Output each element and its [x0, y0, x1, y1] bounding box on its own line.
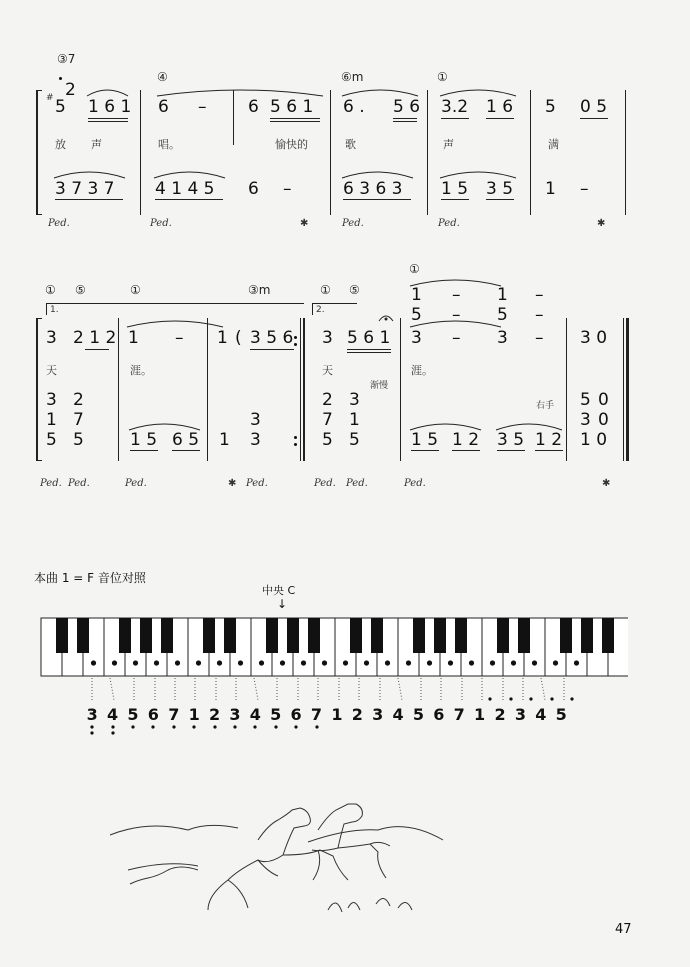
horses-illustration: [108, 800, 448, 930]
melody-note: 2 1 2: [73, 328, 117, 348]
black-key: [455, 618, 467, 653]
black-key: [203, 618, 215, 653]
bass-chord-note: 5: [580, 390, 591, 410]
chord-mark: ①: [320, 283, 331, 297]
key-number: 6: [147, 705, 159, 724]
black-key: [434, 618, 446, 653]
pedal-mark: Ped.: [438, 218, 460, 229]
melody-note: 3.2: [441, 97, 469, 117]
upper-note: 5: [411, 305, 422, 325]
volta-2: [312, 303, 357, 304]
volta-1: [46, 303, 304, 304]
bass-note: 1 5: [441, 179, 469, 199]
barline: [566, 318, 567, 461]
key-marker-dot: [301, 660, 306, 665]
key-marker-dot: [469, 660, 474, 665]
lyric: 天: [322, 364, 333, 377]
chord-mark: ①: [409, 262, 420, 276]
pedal-release-mark: ✱: [602, 478, 611, 489]
key-marker-dot: [574, 660, 579, 665]
melody-note: –: [535, 328, 544, 348]
key-number: 2: [351, 705, 363, 724]
key-marker-dot: [532, 660, 537, 665]
key-number: 4: [535, 705, 547, 724]
pedal-release-mark: ✱: [597, 218, 606, 229]
page-number: 47: [615, 922, 632, 937]
key-marker-dot: [553, 660, 558, 665]
pedal-release-mark: ✱: [300, 218, 309, 229]
black-key: [518, 618, 530, 653]
barline: [300, 318, 301, 461]
melody-note: 0 5: [580, 97, 608, 117]
barline: [233, 90, 234, 145]
top-pickup-note: 2: [65, 80, 76, 100]
chord-mark: ①: [437, 70, 448, 84]
melody-note: 6: [158, 97, 169, 117]
black-key: [371, 618, 383, 653]
black-key: [308, 618, 320, 653]
bass-note: 3 5: [486, 179, 514, 199]
black-key: [602, 618, 614, 653]
key-sharp: #: [46, 93, 54, 103]
lyric: 放: [55, 138, 66, 151]
melody-note: 6 .: [343, 97, 365, 117]
key-marker-dot: [364, 660, 369, 665]
bass-chord-note: 5: [322, 430, 333, 450]
key-marker-dot: [511, 660, 516, 665]
pedal-mark: Ped.: [404, 478, 426, 489]
bass-note: 1 2: [452, 430, 480, 450]
system-bracket: [36, 318, 38, 461]
key-marker-dot: [196, 660, 201, 665]
repeat-barline: [303, 318, 305, 461]
right-hand-mark: 右手: [536, 401, 555, 411]
key-number: 6: [433, 705, 445, 724]
bass-note: –: [283, 179, 292, 199]
bass-note: 3 7 3 7: [55, 179, 115, 199]
slur: [408, 276, 503, 288]
bass-note: 1 5: [411, 430, 439, 450]
barline: [207, 318, 208, 461]
barline: [427, 90, 428, 215]
barline: [330, 90, 331, 215]
bass-chord-note: 0: [598, 390, 609, 410]
bass-note: 4 1 4 5: [155, 179, 215, 199]
black-key: [224, 618, 236, 653]
melody-note: 5 6 1: [270, 97, 314, 117]
barline: [118, 318, 119, 461]
pedal-mark: Ped.: [346, 478, 368, 489]
chord-mark: ①: [130, 283, 141, 297]
slur: [340, 168, 415, 180]
bass-chord-note: 7: [73, 410, 84, 430]
slur: [125, 317, 225, 329]
key-marker-dot: [343, 660, 348, 665]
key-number: 2: [494, 705, 506, 724]
key-number: 5: [127, 705, 139, 724]
key-marker-dot: [217, 660, 222, 665]
tempo-mark: 渐慢: [370, 381, 389, 391]
bass-chord-note: 3: [46, 390, 57, 410]
key-number: 1: [331, 705, 343, 724]
octave-dots: [82, 724, 582, 740]
melody-note: 3 5 6: [250, 328, 294, 348]
melody-note: 1: [128, 328, 139, 348]
barline: [400, 318, 401, 461]
middle-c-label: 中央 C: [262, 584, 296, 597]
bass-chord-note: 5: [73, 430, 84, 450]
chord-mark: ①: [45, 283, 56, 297]
slur: [152, 168, 227, 180]
melody-note: 5: [545, 97, 556, 117]
lyric: 声: [443, 138, 454, 151]
slur: [408, 317, 503, 329]
bass-chord-note: 2: [73, 390, 84, 410]
key-number: 3: [229, 705, 241, 724]
upper-note: 5: [497, 305, 508, 325]
bass-note: 6 5: [172, 430, 200, 450]
bass-note: 1: [545, 179, 556, 199]
bass-note: 6 3 6 3: [343, 179, 403, 199]
pedal-mark: Ped.: [68, 478, 90, 489]
keyboard-caption: 本曲 1 = F 音位对照: [34, 571, 146, 585]
slur: [85, 86, 130, 98]
key-marker-dot: [280, 660, 285, 665]
melody-note: 3: [46, 328, 57, 348]
lyric: 涯。: [411, 364, 433, 377]
barline: [140, 90, 141, 215]
bass-note: 1 5: [130, 430, 158, 450]
volta-1-label: 1.: [50, 305, 59, 315]
chord-mark: ⑤: [349, 283, 360, 297]
bass-chord-note: 0: [598, 410, 609, 430]
key-number: 7: [453, 705, 465, 724]
key-number: 4: [249, 705, 261, 724]
melody-note: 5 6: [393, 97, 421, 117]
key-marker-dot: [406, 660, 411, 665]
black-key: [413, 618, 425, 653]
key-number: 3: [514, 705, 526, 724]
melody-note: 1: [217, 328, 228, 348]
system-bracket: [36, 90, 38, 215]
upper-note: 1: [497, 285, 508, 305]
pedal-mark: Ped.: [48, 218, 70, 229]
key-number: 7: [168, 705, 180, 724]
key-marker-dot: [238, 660, 243, 665]
bass-chord-note: 3: [250, 410, 261, 430]
piano-keyboard: [40, 617, 628, 677]
key-marker-dot: [133, 660, 138, 665]
lyric: 唱。: [158, 138, 180, 151]
bass-note: 3 5: [497, 430, 525, 450]
volta-2-label: 2.: [316, 305, 325, 315]
bass-note: 1: [219, 430, 230, 450]
bass-chord-note: 1: [46, 410, 57, 430]
melody-note: 5 6 1: [347, 328, 391, 348]
chord-mark: ⑤: [75, 283, 86, 297]
key-number: 5: [555, 705, 567, 724]
black-key: [140, 618, 152, 653]
bass-chord-note: 2: [322, 390, 333, 410]
barline: [530, 90, 531, 215]
pedal-mark: Ped.: [342, 218, 364, 229]
barline: [625, 90, 626, 215]
bass-chord-note: 3: [250, 430, 261, 450]
slur: [155, 86, 325, 98]
key-marker-dot: [112, 660, 117, 665]
melody-note: 3: [322, 328, 333, 348]
black-key: [119, 618, 131, 653]
key-number: 1: [474, 705, 486, 724]
melody-note: 1 6: [486, 97, 514, 117]
key-number: 7: [310, 705, 323, 724]
black-key: [56, 618, 68, 653]
melody-note: 3: [411, 328, 422, 348]
final-barline-thick: [626, 318, 629, 461]
melody-note: –: [175, 328, 184, 348]
lyric: 满: [548, 138, 559, 151]
slur: [438, 86, 518, 98]
lyric: 涯。: [130, 364, 152, 377]
bass-chord-note: 3: [580, 410, 591, 430]
key-number: 3: [86, 705, 98, 724]
melody-note: 3 0: [580, 328, 608, 348]
bass-chord-note: 1: [349, 410, 360, 430]
slur: [494, 420, 564, 432]
bass-chord-note: 5: [46, 430, 57, 450]
pedal-mark: Ped.: [246, 478, 268, 489]
melody-note: (: [235, 328, 242, 348]
bass-chord-note: 7: [322, 410, 333, 430]
key-marker-dot: [427, 660, 432, 665]
black-key: [77, 618, 89, 653]
key-marker-dot: [490, 660, 495, 665]
key-number: 4: [107, 705, 119, 724]
pedal-mark: Ped.: [40, 478, 62, 489]
final-barline: [623, 318, 624, 461]
key-marker-dot: [175, 660, 180, 665]
key-marker-dot: [385, 660, 390, 665]
slur: [52, 168, 127, 180]
key-marker-dot: [91, 660, 96, 665]
melody-note: 1 6 1: [88, 97, 132, 117]
lyric: 天: [46, 364, 57, 377]
upper-note: –: [452, 305, 461, 325]
pedal-mark: Ped.: [125, 478, 147, 489]
melody-note: 6: [248, 97, 259, 117]
key-marker-dot: [259, 660, 264, 665]
lyric: 歌: [345, 138, 356, 151]
key-marker-dot: [448, 660, 453, 665]
key-number: 5: [412, 705, 425, 724]
slur: [127, 420, 202, 432]
pedal-mark: Ped.: [314, 478, 336, 489]
black-key: [266, 618, 278, 653]
black-key: [287, 618, 299, 653]
key-number: 6: [290, 705, 302, 724]
chord-mark: ③7: [57, 52, 76, 66]
bass-note: 1 2: [535, 430, 563, 450]
black-key: [560, 618, 572, 653]
bass-note: 1 0: [580, 430, 608, 450]
chord-mark: ⑥m: [341, 70, 364, 84]
bass-note: 6: [248, 179, 259, 199]
melody-note: 5: [55, 97, 66, 117]
key-marker-dot: [322, 660, 327, 665]
key-number: 3: [372, 705, 384, 724]
pedal-mark: Ped.: [150, 218, 172, 229]
melody-note: –: [198, 97, 207, 117]
key-number-row: [82, 705, 571, 724]
key-marker-dot: [154, 660, 159, 665]
upper-note: –: [535, 285, 544, 305]
arrow-down-icon: ↓: [277, 597, 288, 611]
key-number: 1: [188, 705, 200, 724]
upper-note: 1: [411, 285, 422, 305]
fermata: [378, 312, 394, 322]
bass-chord-note: 3: [349, 390, 360, 410]
key-number: 4: [392, 705, 404, 724]
pedal-release-mark: ✱: [228, 478, 237, 489]
key-number: 2: [208, 705, 221, 724]
slur: [438, 168, 518, 180]
black-key: [161, 618, 173, 653]
black-key: [581, 618, 593, 653]
key-number: 5: [270, 705, 282, 724]
bass-note: –: [580, 179, 589, 199]
bass-chord-note: 5: [349, 430, 360, 450]
lyric: 声: [91, 138, 102, 151]
chord-mark: ③m: [248, 283, 271, 297]
upper-note: –: [452, 285, 461, 305]
black-key: [497, 618, 509, 653]
upper-note: –: [535, 305, 544, 325]
black-key: [350, 618, 362, 653]
slur: [408, 420, 483, 432]
melody-note: 3: [497, 328, 508, 348]
chord-mark: ④: [157, 70, 168, 84]
melody-note: –: [452, 328, 461, 348]
slur: [340, 86, 420, 98]
octave-dots-high: [480, 694, 580, 704]
lyric: 愉快的: [275, 138, 308, 151]
